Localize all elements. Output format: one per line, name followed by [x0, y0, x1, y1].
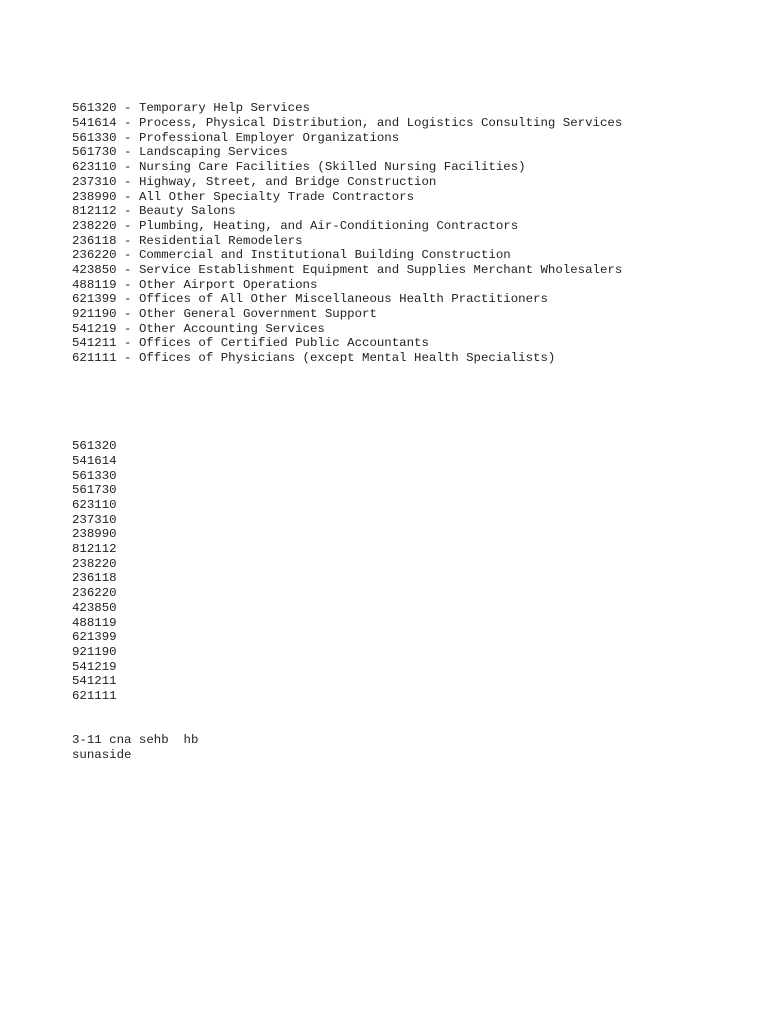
- naics-title: Service Establishment Equipment and Supplies Merchant Wholesalers: [138, 262, 623, 277]
- naics-code: 488119: [72, 277, 117, 292]
- naics-code: 237310: [72, 174, 117, 189]
- code-line: 238990: [72, 527, 117, 542]
- code-line: 812112: [72, 542, 117, 557]
- naics-entry: [72, 292, 622, 307]
- separator: -: [116, 204, 139, 219]
- naics-entry: [72, 263, 622, 278]
- naics-entry: [72, 160, 622, 175]
- naics-title: Highway, Street, and Bridge Construction: [138, 174, 437, 189]
- separator: -: [116, 130, 139, 145]
- naics-entry: [72, 278, 622, 293]
- naics-title: All Other Specialty Trade Contractors: [138, 189, 415, 204]
- code-line: 541211: [72, 674, 117, 689]
- separator: -: [116, 189, 139, 204]
- separator: -: [116, 218, 139, 233]
- separator: -: [116, 116, 139, 131]
- naics-code-list: [72, 101, 622, 365]
- naics-title: Commercial and Institutional Building Construction: [138, 248, 511, 263]
- note-line: 3-11 cna sehb hb: [72, 733, 199, 748]
- naics-code: 238220: [72, 218, 117, 233]
- code-line: 621111: [72, 688, 117, 703]
- note-line: sunaside: [72, 747, 132, 762]
- separator: -: [116, 307, 139, 322]
- naics-title: Nursing Care Facilities (Skilled Nursing Facilities): [138, 160, 526, 175]
- naics-entry: [72, 116, 622, 131]
- separator: -: [116, 160, 139, 175]
- naics-entry: [72, 351, 622, 366]
- naics-code: 623110: [72, 160, 117, 175]
- notes-section: [72, 733, 622, 762]
- code-line: 488119: [72, 615, 117, 630]
- naics-entry: [72, 190, 622, 205]
- separator: -: [116, 321, 139, 336]
- separator: -: [116, 174, 139, 189]
- code-line: 238220: [72, 556, 117, 571]
- naics-entry: [72, 204, 622, 219]
- naics-entry: [72, 307, 622, 322]
- naics-code: 541614: [72, 116, 117, 131]
- naics-code: 621111: [72, 351, 117, 366]
- separator: -: [116, 262, 139, 277]
- code-line: 623110: [72, 498, 117, 513]
- naics-code: 238990: [72, 189, 117, 204]
- code-line: 561330: [72, 468, 117, 483]
- separator: -: [116, 277, 139, 292]
- naics-code: 541219: [72, 321, 117, 336]
- code-line: 236220: [72, 586, 117, 601]
- naics-code: 561730: [72, 145, 117, 160]
- naics-title: Other Airport Operations: [138, 277, 318, 292]
- naics-entry: [72, 322, 622, 337]
- naics-title: Plumbing, Heating, and Air-Conditioning Contractors: [138, 218, 519, 233]
- naics-title: Other General Government Support: [138, 307, 377, 322]
- naics-code: 423850: [72, 262, 117, 277]
- naics-entry: [72, 101, 622, 116]
- naics-entry: [72, 219, 622, 234]
- code-only-list: [72, 439, 622, 703]
- blank-line: [72, 395, 622, 410]
- separator: -: [116, 292, 139, 307]
- naics-entry: [72, 336, 622, 351]
- naics-entry: [72, 175, 622, 190]
- naics-code: 621399: [72, 292, 117, 307]
- naics-code: 236220: [72, 248, 117, 263]
- naics-code: 561330: [72, 130, 117, 145]
- separator: -: [116, 336, 139, 351]
- naics-code: 561320: [72, 101, 117, 116]
- naics-title: Residential Remodelers: [138, 233, 303, 248]
- naics-title: Temporary Help Services: [138, 101, 310, 116]
- naics-title: Process, Physical Distribution, and Logistics Consulting Services: [138, 116, 623, 131]
- naics-title: Beauty Salons: [138, 204, 236, 219]
- naics-title: Other Accounting Services: [138, 321, 325, 336]
- naics-entry: [72, 145, 622, 160]
- naics-code: 541211: [72, 336, 117, 351]
- naics-title: Offices of Physicians (except Mental Health Specialists): [138, 351, 556, 366]
- naics-code: 812112: [72, 204, 117, 219]
- separator: -: [116, 145, 139, 160]
- code-line: 423850: [72, 600, 117, 615]
- naics-title: Offices of Certified Public Accountants: [138, 336, 429, 351]
- code-line: 541219: [72, 659, 117, 674]
- code-line: 561730: [72, 483, 117, 498]
- document-text: [72, 72, 622, 792]
- code-line: 541614: [72, 453, 117, 468]
- code-line: 921190: [72, 644, 117, 659]
- separator: -: [116, 101, 139, 116]
- naics-title: Offices of All Other Miscellaneous Health Practitioners: [138, 292, 548, 307]
- naics-code: 236118: [72, 233, 117, 248]
- code-line: 621399: [72, 630, 117, 645]
- naics-entry: [72, 234, 622, 249]
- naics-code: 921190: [72, 307, 117, 322]
- code-line: 236118: [72, 571, 117, 586]
- code-line: 561320: [72, 439, 117, 454]
- separator: -: [116, 351, 139, 366]
- separator: -: [116, 248, 139, 263]
- code-line: 237310: [72, 512, 117, 527]
- naics-title: Landscaping Services: [138, 145, 288, 160]
- naics-entry: [72, 248, 622, 263]
- naics-title: Professional Employer Organizations: [138, 130, 400, 145]
- naics-entry: [72, 131, 622, 146]
- separator: -: [116, 233, 139, 248]
